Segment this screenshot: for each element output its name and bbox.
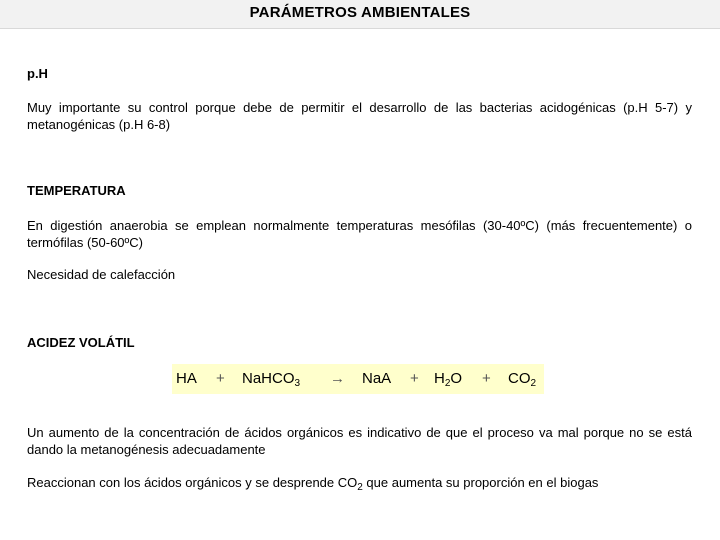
eq-naa: NaA bbox=[362, 370, 392, 387]
temperatura-note: Necesidad de calefacción bbox=[27, 267, 176, 282]
page-title: PARÁMETROS AMBIENTALES bbox=[249, 4, 471, 21]
eq-plus-3: + bbox=[482, 370, 491, 387]
eq-plus-1: + bbox=[216, 370, 225, 387]
acidez-text-2: Reaccionan con los ácidos orgánicos y se desprende $CO_2$ que aumenta su proporción en el biogas bbox=[27, 475, 599, 493]
acidez-text-1: Un aumento de la concentración de ácidos orgánicos es indicativo de que el proceso va mal porque no se está dando la metanogénesis adecuadamente bbox=[27, 425, 692, 457]
eq-arrow: → bbox=[330, 370, 345, 387]
ph-heading: p.H bbox=[27, 66, 48, 81]
eq-nahco3: NaHCO$_3$ bbox=[242, 370, 301, 389]
temperatura-heading: TEMPERATURA bbox=[27, 183, 126, 198]
eq-ha: HA bbox=[176, 370, 197, 387]
eq-co2: $CO_2$ bbox=[508, 370, 537, 389]
ph-text: Muy importante su control porque debe de permitir el desarrollo de las bacterias acidogénicas (p.H 5-7) y metanogénicas (p.H 6-8) bbox=[27, 100, 692, 132]
acidez-heading: ACIDEZ VOLÁTIL bbox=[27, 335, 135, 350]
title-bar bbox=[0, 0, 720, 29]
chemical-equation bbox=[172, 364, 544, 394]
temperatura-text: En digestión anaerobia se emplean normalmente temperaturas mesófilas (30-40ºC) (más frecuentemente) o termófilas (50-60ºC) bbox=[27, 218, 692, 250]
eq-plus-2: + bbox=[410, 370, 419, 387]
eq-h2o: $H_2O$ bbox=[434, 370, 463, 389]
